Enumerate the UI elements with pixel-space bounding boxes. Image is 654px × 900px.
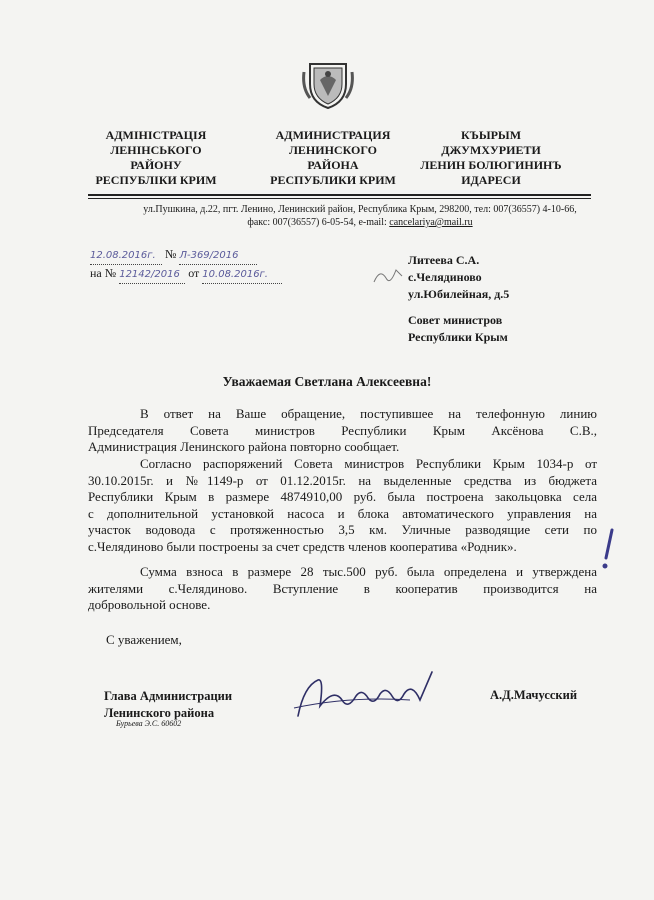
recipient-line: с.Челядиново xyxy=(408,270,482,284)
salutation: Уважаемая Светлана Алексеевна! xyxy=(222,374,432,389)
letterhead-line: ЛЕНИНСКОГО xyxy=(288,143,378,157)
ref-from-label: от xyxy=(188,266,200,280)
body-line: Председателя Совета министров Республики Крым Аксёнова С.В., xyxy=(88,422,597,438)
outgoing-number: Л-369/2016 xyxy=(179,248,257,265)
recipient-line: ул.Юбилейная, д.5 xyxy=(408,287,510,301)
signature-title xyxy=(104,688,232,722)
body-line: жителями с.Челядиново. Вступление в кооператив производится на xyxy=(88,580,597,596)
address-block xyxy=(90,203,630,229)
letterhead-line: ЛЕНИН БОЛЮГИНИНЪ xyxy=(420,158,562,172)
body-line: участок водовода с протяженностью 3,5 км. Уличные разводящие сети по xyxy=(88,522,597,537)
address-line: факс: 007(36557) 6-05-54, e-mail: xyxy=(247,217,390,228)
paragraph-3 xyxy=(88,564,597,614)
letterhead-line: РЕСПУБЛИКИ КРИМ xyxy=(270,173,396,187)
recipient-1 xyxy=(408,252,509,303)
handwritten-signature-icon xyxy=(290,666,440,726)
letterhead-line: КЪЫРЫМ xyxy=(460,128,522,142)
letterhead-line: АДМІНІСТРАЦІЯ xyxy=(105,128,207,142)
signatory-name: А.Д.Мачусский xyxy=(490,688,578,702)
ref-number: 12142/2016 xyxy=(119,267,185,284)
letterhead-rule-thin xyxy=(88,198,591,199)
letterhead-line: ДЖУМХУРИЕТИ xyxy=(441,143,541,157)
handwritten-exclamation-icon xyxy=(598,528,618,572)
ref-label: на № xyxy=(90,266,117,280)
letterhead-ukr xyxy=(88,128,224,188)
paragraph-2 xyxy=(88,456,597,555)
recipient-2 xyxy=(408,312,508,346)
body-line: Администрация Ленинского района повторно сообщает. xyxy=(88,439,400,454)
body-line: с дополнительной установкой насоса и блока автоматического управления на xyxy=(88,505,597,521)
recipient-line: Литеева С.А. xyxy=(408,253,480,267)
recipient-line: Совет министров xyxy=(408,313,503,327)
letterhead-line: АДМИНИСТРАЦИЯ xyxy=(275,128,391,142)
paragraph-1 xyxy=(88,406,597,456)
closing: С уважением, xyxy=(106,632,182,647)
body-line: 30.10.2015г. и №1149-р от 01.12.2015г. на выделенные средства из бюджета xyxy=(88,472,597,488)
signature-title-line: Ленинского района xyxy=(104,706,215,720)
body-line: В ответ на Ваше обращение, поступившее на телефонную линию xyxy=(140,406,597,421)
address-line: ул.Пушкина, д.22, пгт. Ленино, Ленинский район, Республика Крым, 298200, тел: 007(36557) 4-10-66, xyxy=(143,204,577,215)
ref-date: 10.08.2016г. xyxy=(202,267,282,284)
letterhead-line: РЕСПУБЛІКИ КРИМ xyxy=(95,173,217,187)
letterhead-rule-thick xyxy=(88,194,591,196)
body-line: Республики Крым в размере 4874910,00 руб. была построена закольцовка села xyxy=(88,489,597,504)
outgoing-block xyxy=(90,246,282,284)
body-line: с.Челядиново были построены за счет средств членов кооператива «Родник». xyxy=(88,538,517,554)
letterhead-line: ИДАРЕСИ xyxy=(461,173,521,187)
outgoing-date: 12.08.2016г. xyxy=(90,248,162,265)
signature-title-line: Глава Администрации xyxy=(104,689,233,703)
letterhead-rus xyxy=(262,128,404,188)
letterhead-line: РАЙОНА xyxy=(307,158,359,172)
body-line: Сумма взноса в размере 28 тыс.500 руб. была определена и утверждена xyxy=(140,564,597,579)
letterhead-line: ЛЕНІНСЬКОГО xyxy=(110,143,202,157)
executor-note: Бурьева Э.С. 60602 xyxy=(116,719,182,728)
recipient-line: Республики Крым xyxy=(408,330,508,344)
letterhead-line: РАЙОНУ xyxy=(130,158,182,172)
body-line: Согласно распоряжений Совета министров Республики Крым 1034-р от xyxy=(140,456,597,471)
body-line: добровольной основе. xyxy=(88,597,211,612)
email-link[interactable]: cancelariya@mail.ru xyxy=(389,217,473,228)
letterhead-crh xyxy=(418,128,564,188)
handwritten-mark-icon xyxy=(370,262,406,290)
no-label: № xyxy=(165,247,177,261)
crimea-emblem-icon xyxy=(302,58,354,110)
